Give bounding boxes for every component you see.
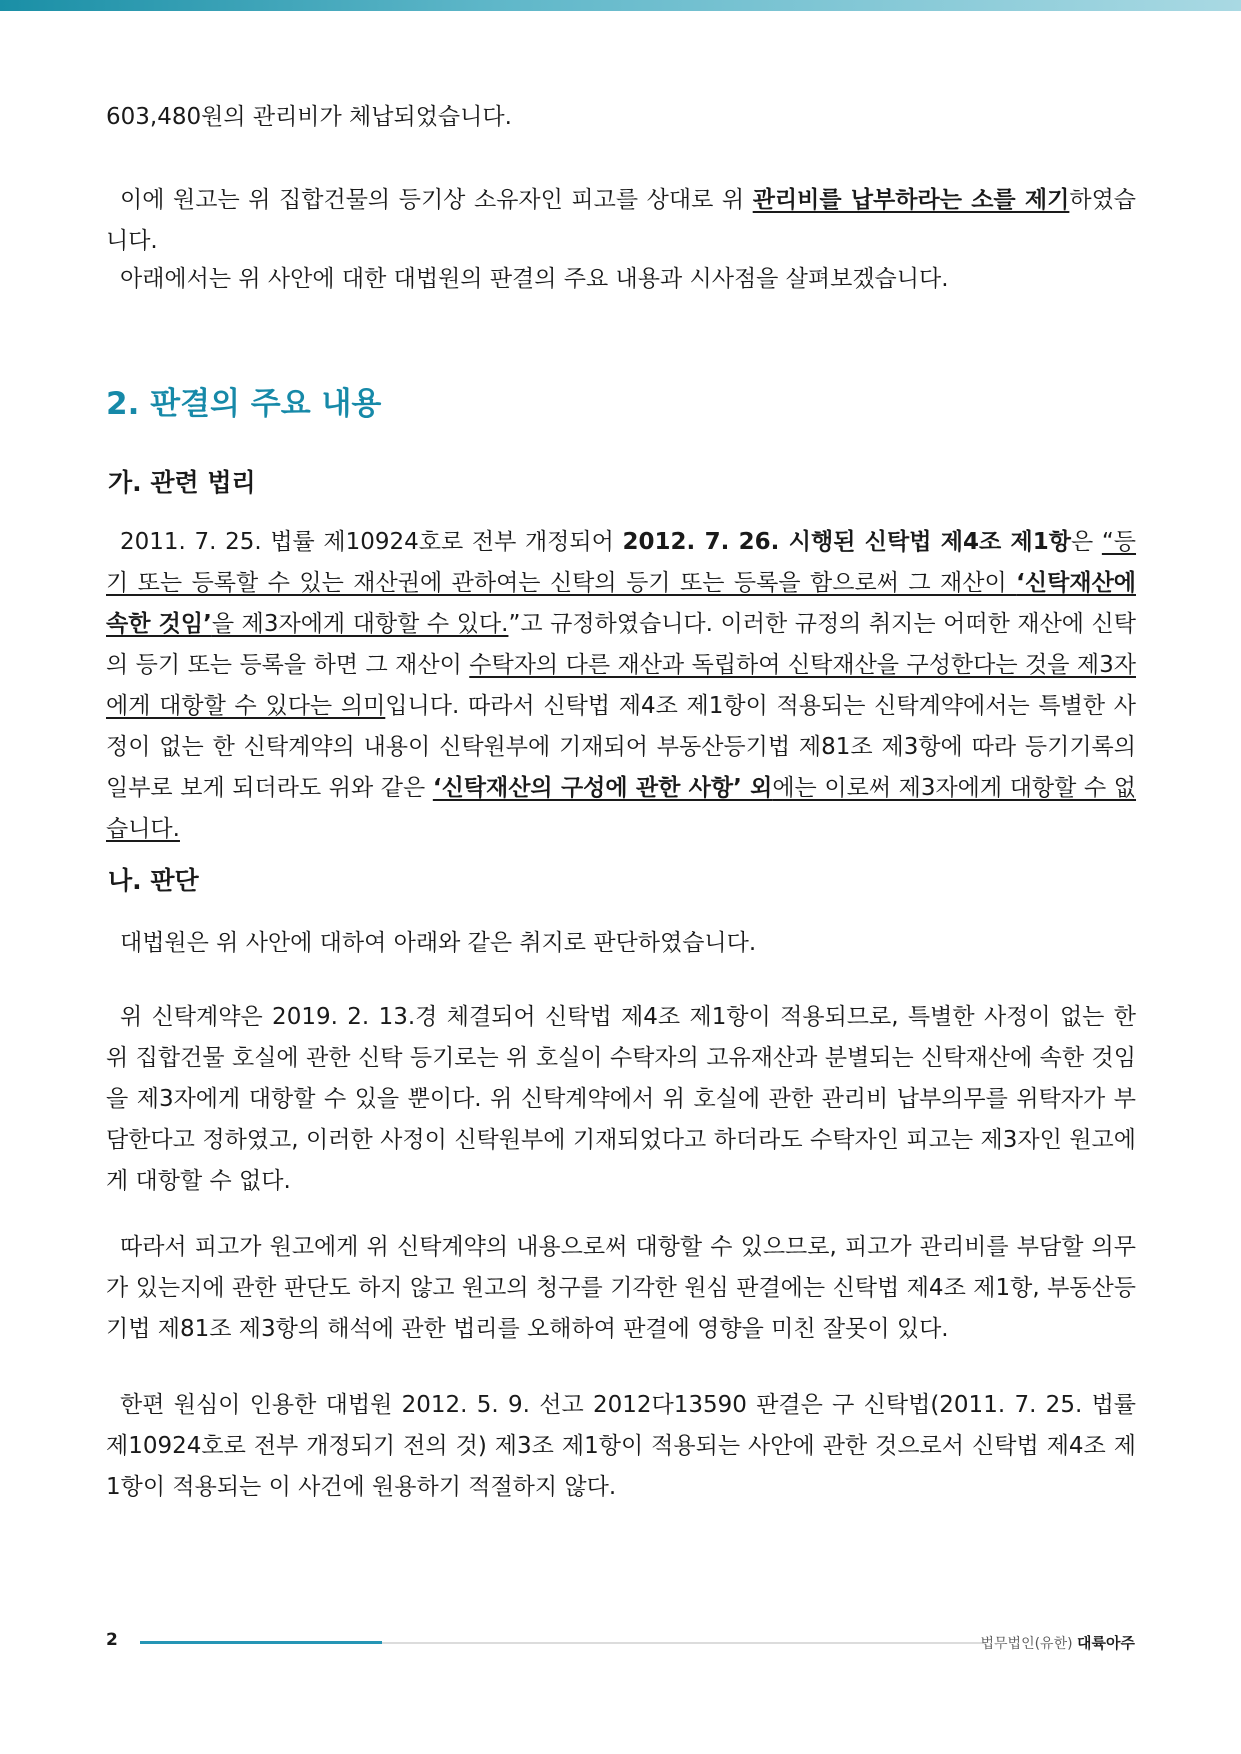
lp-quote-2: 을 제3자에게 대항할 수 있다. bbox=[211, 611, 509, 637]
top-accent-bar bbox=[0, 0, 1241, 11]
section-title: 2. 판결의 주요 내용 bbox=[106, 386, 382, 422]
intro-paragraph-2 bbox=[106, 180, 1136, 262]
lp-text-3: ”고 규정하였습니다. 이러한 규정의 취지는 어떠한 재산에 신탁의 등기 또는 등록을 하면 그 재산이 bbox=[106, 611, 1136, 678]
lp-text-4: 입니다. 따라서 신탁법 제4조 제1항이 적용되는 신탁계약에서는 특별한 사정이 없는 한 신탁계약의 내용이 신탁원부에 기재되어 부동산등기법 제81조 제3항에 따라 등기기록의 일부로 보게 되더라도 위와 같은 bbox=[106, 693, 1136, 801]
intro-p2-emphasis: 관리비를 납부하라는 소를 제기 bbox=[752, 187, 1070, 213]
firm-prefix: 법무법인(유한) bbox=[980, 1636, 1073, 1652]
lp-quote-bold-1: ‘신탁재산에 속한 것임’ bbox=[106, 570, 1136, 637]
intro-p2-text: 이에 원고는 위 집합건물의 등기상 소유자인 피고를 상대로 위 bbox=[120, 187, 753, 213]
lp-text-2: 은 bbox=[1071, 529, 1102, 555]
lp-underlined-end: 에는 이로써 제3자에게 대항할 수 없습니다. bbox=[106, 775, 1137, 842]
intro-paragraph-1: 603,480원의 관리비가 체납되었습니다. bbox=[106, 104, 512, 130]
judgment-paragraph-3: 따라서 피고가 원고에게 위 신탁계약의 내용으로써 대항할 수 있으므로, 피고가 관리비를 부담할 의무가 있는지에 관한 판단도 하지 않고 원고의 청구를 기각한 원심 판결에는 신탁법 제4조 제1항, 부동산등기법 제81조 제3항의 해석에 관한 법리를 오해하여 판결에 영향을 미친 잘못이 있다. bbox=[106, 1234, 1136, 1342]
firm-name bbox=[981, 1632, 1136, 1653]
page-number: 2 bbox=[106, 1630, 118, 1650]
lp-quote-1: “등기 또는 등록할 수 있는 재산권에 관하여는 신탁의 등기 또는 등록을 함으로써 그 재산이 bbox=[106, 529, 1137, 596]
lp-text-1: 2011. 7. 25. 법률 제10924호로 전부 개정되어 bbox=[120, 529, 623, 555]
lp-underlined-meaning: 수탁자의 다른 재산과 독립하여 신탁재산을 구성한다는 것을 제3자에게 대항할 수 있다는 의미 bbox=[106, 652, 1136, 719]
intro-paragraph-3: 아래에서는 위 사안에 대한 대법원의 판결의 주요 내용과 시사점을 살펴보겠습니다. bbox=[120, 266, 949, 292]
lp-bold-law: 2012. 7. 26. 시행된 신탁법 제4조 제1항 bbox=[622, 529, 1071, 555]
judgment-paragraph-1: 대법원은 위 사안에 대하여 아래와 같은 취지로 판단하였습니다. bbox=[120, 930, 757, 956]
legal-principle-paragraph bbox=[106, 522, 1136, 850]
judgment-paragraph-4: 한편 원심이 인용한 대법원 2012. 5. 9. 선고 2012다13590 판결은 구 신탁법(2011. 7. 25. 법률 제10924호로 전부 개정되기 전의 것) 제3조 제1항이 적용되는 사안에 관한 것으로서 신탁법 제4조 제1항이 적용되는 이 사건에 원용하기 적절하지 않다. bbox=[106, 1392, 1136, 1500]
subsection-b-title: 나. 판단 bbox=[108, 866, 199, 895]
firm-brand: 대륙아주 bbox=[1077, 1634, 1135, 1652]
lp-quote-bold-2: ‘신탁재산의 구성에 관한 사항’ 외 bbox=[432, 775, 773, 801]
judgment-paragraph-2: 위 신탁계약은 2019. 2. 13.경 체결되어 신탁법 제4조 제1항이 적용되므로, 특별한 사정이 없는 한 위 집합건물 호실에 관한 신탁 등기로는 위 호실이 수탁자의 고유재산과 분별되는 신탁재산에 속한 것임을 제3자에게 대항할 수 있을 뿐이다. 위 신탁계약에서 위 호실에 관한 관리비 납부의무를 위탁자가 부담한다고 정하였고, 이러한 사정이 신탁원부에 기재되었다고 하더라도 수탁자인 피고는 제3자인 원고에게 대항할 수 없다. bbox=[106, 1004, 1136, 1194]
intro-p2-end: 하였습니다. bbox=[106, 187, 1137, 254]
footer-accent-line bbox=[140, 1641, 382, 1644]
subsection-a-title: 가. 관련 법리 bbox=[108, 468, 256, 497]
